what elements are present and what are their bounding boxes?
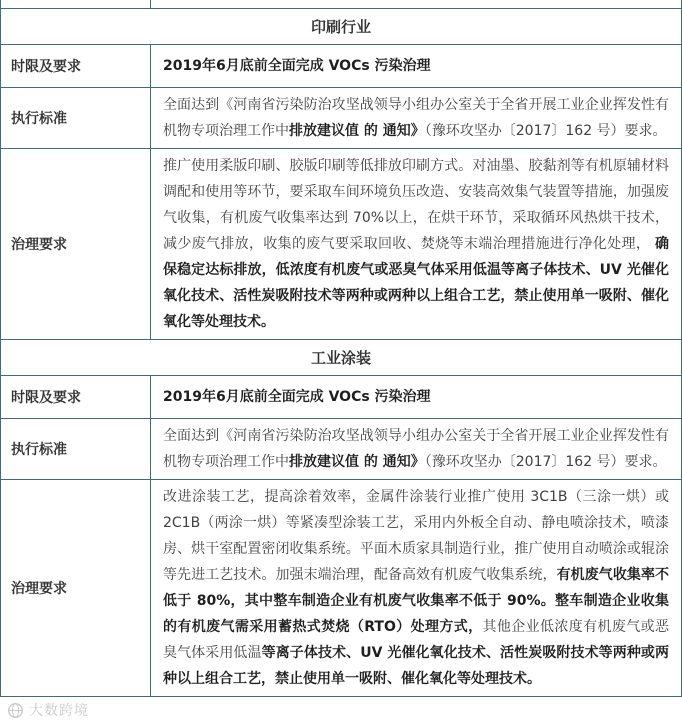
- standard-text: [151, 419, 682, 480]
- text-segment: 2019年6月底前全面完成 VOCs 污染治理: [163, 58, 431, 74]
- text-segment: （豫环攻坚办〔2017〕162 号）要求。: [424, 123, 667, 139]
- row-label-standard: 执行标准: [1, 419, 151, 480]
- text-segment: 确保稳定达标排放，低浓度有机废气或恶臭气体采用低温等离子体技术、UV 光催化氧化技术、活性炭吸附技术等两种或两种以上组合工艺，禁止使用单一吸附、催化氧化等处理技术。: [163, 236, 669, 330]
- deadline-value: [151, 45, 682, 88]
- watermark-label: 大数跨境: [29, 703, 89, 719]
- treatment-text: [151, 149, 682, 340]
- text-segment: 有机废气收集率不低于 80%，其中整车制造企业有机废气收集率不低于 90%。整车制造企业收集的有机废气需采用蓄热式焚烧（RTO）处理方式，: [163, 567, 670, 635]
- table-row-deadline: [1, 376, 682, 419]
- row-label-deadline: 时限及要求: [1, 376, 151, 419]
- table-row-treatment: [1, 149, 682, 340]
- row-label-deadline: 时限及要求: [1, 45, 151, 88]
- section-title-printing: 印刷行业: [1, 9, 682, 45]
- treatment-text: [151, 480, 682, 697]
- row-label-treatment: 治理要求: [1, 480, 151, 697]
- standard-text: [151, 88, 682, 149]
- cropped-content-cell: [151, 0, 682, 9]
- table-row-treatment: [1, 480, 682, 697]
- text-segment: 全面达到《河南省污染防治攻坚战领导小组办公室关于全省开展工业企业挥发性有机物专项治理工作中: [163, 97, 669, 139]
- table-row-deadline: [1, 45, 682, 88]
- text-segment: 等离子体技术、UV 光催化氧化技术、活性炭吸附技术等两种或两种以上组合工艺，禁止使用单一吸附、催化氧化等处理技术。: [163, 645, 670, 687]
- section-title-coating: 工业涂装: [1, 340, 682, 376]
- text-segment: 全面达到《河南省污染防治攻坚战领导小组办公室关于全省开展工业企业挥发性有机物专项治理工作中: [163, 428, 669, 470]
- text-segment: 排放建议值 的 通知》: [289, 123, 425, 139]
- table-row-standard: [1, 88, 682, 149]
- row-label-standard: 执行标准: [1, 88, 151, 149]
- cropped-label-cell: [1, 0, 151, 9]
- table-row-section-header: [1, 340, 682, 376]
- table-row-cropped: [1, 0, 682, 9]
- text-segment: 2019年6月底前全面完成 VOCs 污染治理: [163, 389, 431, 405]
- table-row-section-header: [1, 9, 682, 45]
- watermark: [7, 700, 89, 720]
- row-label-treatment: 治理要求: [1, 149, 151, 340]
- table-row-standard: [1, 419, 682, 480]
- text-segment: 其他企业低浓度有机废气或恶臭气体采用低温: [163, 619, 670, 661]
- deadline-value: [151, 376, 682, 419]
- globe-icon: [7, 702, 24, 719]
- text-segment: 改进涂装工艺，提高涂着效率，金属件涂装行业推广使用 3C1B（三涂一烘）或 2C1B（两涂一烘）等紧凑型涂装工艺，采用内外板全自动、静电喷涂技术，喷漆房、烘干室配置密闭收集系统。平面木质家具制造行业，推广使用自动喷涂或辊涂等先进工艺技术。加强末端治理，配备高效有机废气收集系统，: [163, 489, 669, 583]
- text-segment: （豫环攻坚办〔2017〕162 号）要求。: [424, 454, 667, 470]
- text-segment: 推广使用柔版印刷、胶版印刷等低排放印刷方式。对油墨、胶黏剂等有机原辅材料调配和使用等环节，要采取车间环境负压改造、安装高效集气装置等措施，加强废气收集，有机废气收集率达到 70%以上，在烘干环节，采取循环风热烘干技术，减少废气排放，收集的废气要采取回收、焚烧等末端治理措施进行净化处理，: [163, 158, 669, 252]
- text-segment: 排放建议值 的 通知》: [289, 454, 425, 470]
